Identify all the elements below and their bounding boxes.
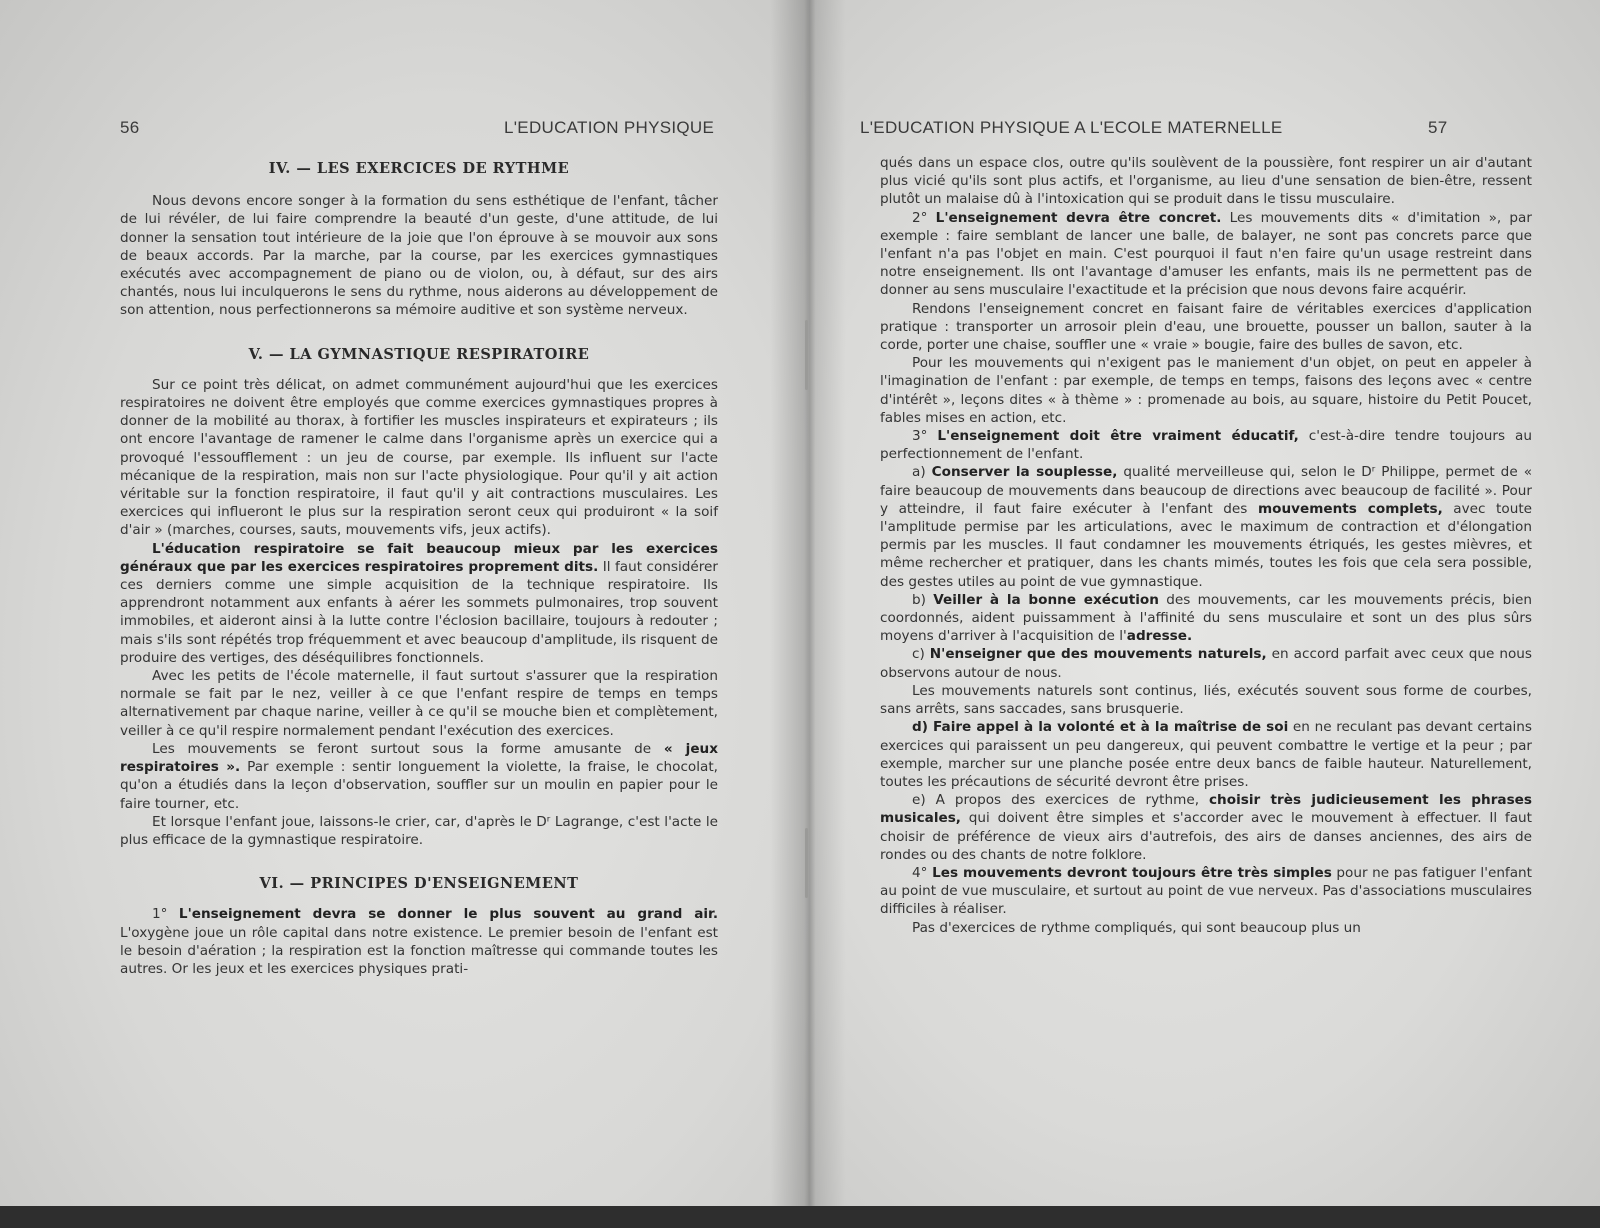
scan-background-strip [0,1206,1600,1228]
paragraph: qués dans un espace clos, outre qu'ils soulèvent de la poussière, font respirer un air d'autant plus vicié qu'ils sont plus actifs, et l'organisme, au lieu d'une sensation de bien-être, ressent plutôt un malaise dû à l'intoxication qui se produit dans le tissu musculaire. [880,155,1532,208]
list-number: 1° [152,906,179,923]
paragraph [880,209,1532,300]
paragraph-text: pour ne pas fatiguer l'enfant au point de vue musculaire, et surtout au point de vue nerveux. Pas d'associations musculaires difficiles à réaliser. [880,864,1532,918]
list-label: e) [912,792,936,809]
bold-phrase: N'enseigner que des mouvements naturels, [929,646,1267,663]
bold-phrase: L'enseignement devra se donner le plus souvent au grand air. [178,906,718,923]
paragraph: Rendons l'enseignement concret en faisant faire de véritables exercices d'application pratique : transporter un arrosoir plein d'eau, une brouette, pousser un ballon, sauter à la corde, porter une chaise, souffler une « vraie » bougie, faire des bulles de savon, etc. [880,300,1532,354]
paragraph: Les mouvements naturels sont continus, liés, exécutés souvent sous forme de courbes, sans arrêts, sans saccades, sans brusquerie. [880,682,1532,718]
paragraph: Avec les petits de l'école maternelle, il faut surtout s'assurer que la respiration normale se fait par le nez, veiller à ce que l'enfant respire de temps en temps alternativement par chaque narine, veiller à ce qu'il se mouche bien et complètement, veiller à ce qu'il respire normalement pendant l'exécution des exercices. [120,668,718,739]
paragraph-text: Il faut considérer ces derniers comme une simple acquisition de la technique respiratoire. Ils apprendront notamment aux enfants à aérer les sommets pulmonaires, trop souvent immobiles, et aideront ainsi à la lutte contre l'éclosion bacillaire, toujours à redouter ; mais s'ils sont répétés trop fréquemment et avec beaucoup d'amplitude, ils risquent de produire des vertiges, des déséquilibres fonctionnels. [120,558,718,666]
bold-phrase: mouvements complets, [1257,500,1443,517]
right-page [808,0,1600,1228]
paragraph [880,427,1532,463]
bold-phrase: L'enseignement doit être vraiment éducatif, [937,428,1299,445]
paragraph [120,740,718,813]
paragraph: Nous devons encore songer à la formation du sens esthétique de l'enfant, tâcher de lui révéler, de lui faire comprendre la beauté d'un geste, d'une attitude, de lui donner la sensation tout intérieure de la joie que l'on éprouve à se mouvoir aux sons de beaux accords. Par la marche, par la course, par les exercices gymnastiques exécutés avec accompagnement de piano ou de violon, ou, à défaut, sur des airs chantés, nous lui inculquerons le sens du rythme, nous aiderons au développement de son attention, nous perfectionnerons sa mémoire auditive et son système nerveux. [120,193,718,319]
paragraph [880,591,1532,646]
paragraph-text: Les mouvements dits « d'imitation », par exemple : faire semblant de lancer une balle, de balayer, ne sont pas concrets parce que l'enfant n'a pas l'objet en main. C'est pourquoi il faut n'en faire qu'un usage restreint dans notre enseignement. Ils ont l'avantage d'amuser les enfants, mais ils ne permettent pas de donner au sens musculaire l'exactitude et la précision que nous devons faire acquérir. [880,209,1532,299]
running-header-right: L'EDUCATION PHYSIQUE A L'ECOLE MATERNELLE [860,118,1283,137]
paragraph-text: en accord parfait avec ceux que nous observons autour de nous. [880,646,1532,681]
paragraph-text: qualité merveilleuse qui, selon le Dʳ Philippe, permet de « faire beaucoup de mouvements dans beaucoup de directions avec beaucoup de facilité ». Pour y atteindre, il faut faire exécuter à l'enfant des [880,464,1533,517]
paragraph-text: L'oxygène joue un rôle capital dans notre existence. Le premier besoin de l'enfant est le besoin d'aération ; la respiration est la fonction maîtresse qui commande toutes les autres. Or les jeux et les exercices physiques prati- [120,924,718,977]
paragraph [120,540,718,667]
page-number-left: 56 [120,118,140,137]
paragraph: Pour les mouvements qui n'exigent pas le maniement d'un objet, on peut en appeler à l'imagination de l'enfant : par exemple, de temps en temps, faisons des leçons avec « centre d'intérêt », leçons dites « à thème » : promenade au bois, au square, histoire du Petit Poucet, fables mises en action, etc. [880,355,1532,426]
bold-phrase: Conserver la souplesse, [931,464,1118,481]
paragraph: Et lorsque l'enfant joue, laissons-le crier, car, d'après le Dʳ Lagrange, c'est l'acte le plus efficace de la gymnastique respiratoire. [120,813,718,848]
bold-phrase: d) Faire appel à la volonté et à la maîtrise de soi [912,719,1289,736]
bold-phrase: choisir très judicieusement les phrases musicales, [880,792,1532,827]
paragraph-text: avec toute l'amplitude permise par les articulations, avec le maximum de contraction et d'élongation permis par les muscles. Il faut condamner les mouvements étriqués, les gestes mièvres, et même rechercher et pratiquer, dans les chants mimés, toutes les fois que cela sera possible, des gestes utiles au point de vue gymnastique. [880,500,1533,590]
paragraph: Pas d'exercices de rythme compliqués, qui sont beaucoup plus un [912,919,1361,936]
paragraph-text: qui doivent être simples et s'accorder avec le mouvement à effectuer. Il faut choisir de préférence de vieux airs d'autrefois, des airs de danses anciennes, des airs de rondes ou des chants de notre folklore. [880,810,1532,863]
bold-phrase: « jeux respiratoires ». [120,740,718,776]
page-number-right: 57 [1428,118,1448,137]
running-header-left: L'EDUCATION PHYSIQUE [504,118,715,137]
paragraph [880,645,1532,681]
bold-phrase: L'éducation respiratoire se fait beaucoup mieux par les exercices généraux que par les exercices respiratoires proprement dits. [120,540,718,575]
bold-phrase: Veiller à la bonne exécution [933,591,1159,608]
bold-phrase: adresse. [1126,628,1193,645]
paragraph [880,718,1532,791]
staple-bottom [805,828,808,898]
paragraph [880,864,1532,919]
paragraph-text: A propos des exercices de rythme, [935,792,1209,809]
paragraph-text: Les mouvements se feront surtout sous la forme amusante de [152,740,664,757]
paragraph [120,905,718,978]
list-label: c) [912,646,930,663]
paragraph [880,463,1532,590]
list-number: 2° [912,209,936,226]
section-heading-principes: VI. — PRINCIPES D'ENSEIGNEMENT [259,875,579,893]
list-label: a) [912,464,932,481]
bold-phrase: L'enseignement devra être concret. [935,209,1222,226]
bold-phrase: Les mouvements devront toujours être très simples [932,864,1332,881]
right-text-column [880,154,1532,937]
paragraph-text: Par exemple : sentir longuement la violette, la fraise, le chocolat, qu'on a étudiés dans la leçon d'observation, souffler sur un moulin en papier pour le faire tourner, etc. [120,759,718,812]
section-heading-respiratoire: V. — LA GYMNASTIQUE RESPIRATOIRE [248,345,590,363]
paragraph-text: c'est-à-dire tendre toujours au perfectionnement de l'enfant. [880,428,1532,463]
staple-top [805,320,808,390]
section-heading-rythme: IV. — LES EXERCICES DE RYTHME [268,160,570,177]
paragraph-text: des mouvements, car les mouvements précis, bien coordonnés, aident puissamment à l'affinité du sens musculaire et sont un des plus sûrs moyens d'arriver à l'acquisition de l' [880,591,1532,645]
list-label: b) [912,591,934,608]
list-number: 3° [912,428,938,445]
paragraph-text: en ne reculant pas devant certains exercices qui paraissent un peu dangereux, qui peuvent combattre le vertige et la peur ; par exemple, marcher sur une planche posée entre deux bancs de faible hauteur. Naturellement, toutes les précautions de sécurité devront être prises. [880,719,1532,790]
paragraph [880,791,1532,864]
paragraph: Sur ce point très délicat, on admet communément aujourd'hui que les exercices respiratoires ne doivent être employés que comme exercices gymnastiques propres à donner de la mobilité au thorax, à fortifier les muscles inspirateurs et expirateurs ; ils ont encore l'avantage de ramener le calme dans l'organisme après un exercice qui a provoqué l'essoufflement : un jeu de course, par exemple. Ils influent sur l'acte mécanique de la respiration, mais non sur l'acte physiologique. Pour qu'il y ait action véritable sur la fonction respiratoire, il faut qu'il y ait contractions musculaires. Les exercices qui influeront le plus sur la respiration seront ceux qui produiront « la soif d'air » (marches, courses, sauts, mouvements vifs, jeux actifs). [120,376,718,539]
left-text-column [120,160,718,978]
list-number: 4° [912,864,933,881]
